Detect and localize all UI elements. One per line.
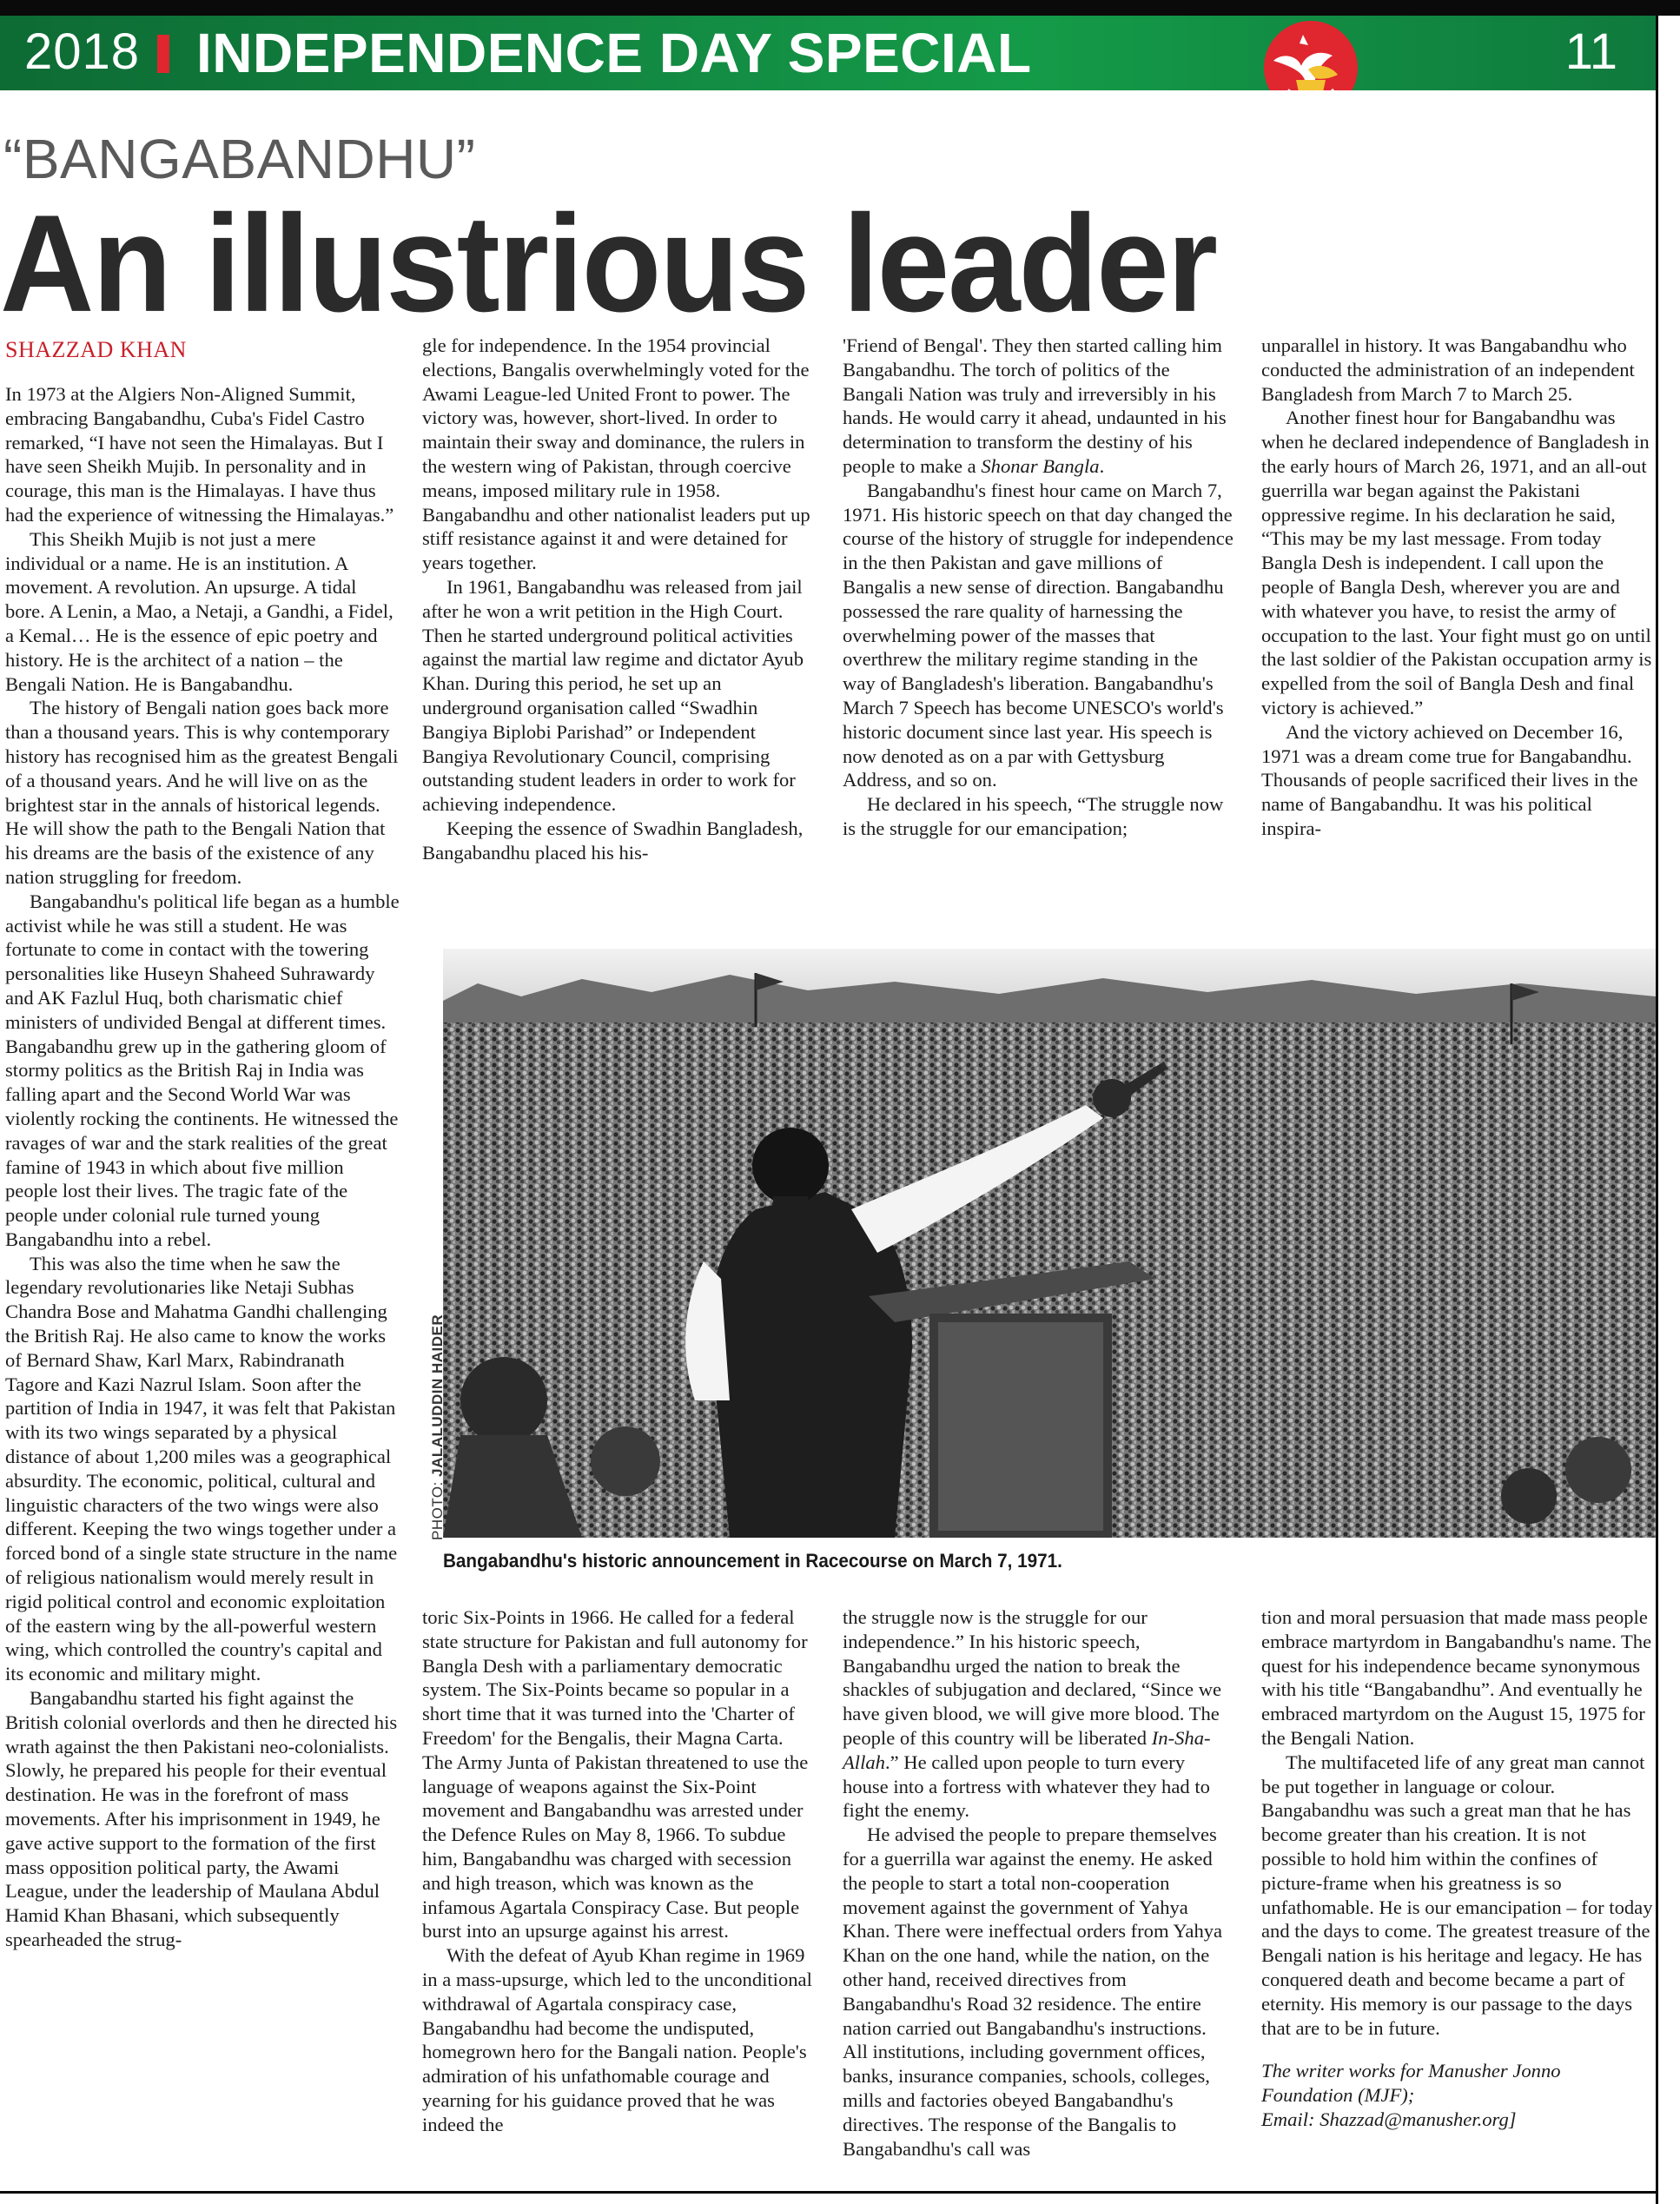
paragraph: the struggle now is the struggle for our independence.” In his historic speech, Bangabandhu urged the nation to break the shackles of subjugation and declared, “Since we have given blood, we will give more blood. The people of this country will be liberated In-Sha-Allah.” He called upon people to turn every house into a fortress with whatever they had to fight the enemy. xyxy=(843,1606,1222,1822)
paragraph: He declared in his speech, “The struggle now is the struggle for our emancipation; xyxy=(843,793,1224,839)
paragraph: He advised the people to prepare themselves for a guerrilla war against the enemy. He asked the people to start a total non-cooperation movement against the government of Yahya Khan. There were ineffectual orders from Yahya Khan on the one hand, while the nation, on the other hand, received directives from Bangabandhu's Road 32 residence. The entire nation carried out Bangabandhu's instructions. All institutions, including government offices, banks, insurance companies, schools, colleges, mills and factories obeyed Bangabandhu's directives. The response of the Bangalis to Bangabandhu's call was xyxy=(843,1823,1223,2160)
italic-term: Shonar Bangla xyxy=(981,454,1100,477)
author-tagline: The writer works for Manusher Jonno Foundation (MJF); Email: Shazzad@manusher.org] xyxy=(1261,2060,1561,2130)
paragraph: In 1961, Bangabandhu was released from jail after he won a writ petition in the High Court. Then he started underground political activities against the martial law regime and dictator Ayub Khan. During this period, he set up an underground organisation called “Swadhin Bangiya Biplobi Parishad” or Independent Bangiya Revolutionary Council, comprising outstanding student leaders in order to work for achieving independence. xyxy=(422,575,804,816)
article-column-3-continued xyxy=(843,1605,1235,2161)
paragraph: In 1973 at the Algiers Non-Aligned Summit, embracing Bangabandhu, Cuba's Fidel Castro remarked, “I have not seen the Himalayas. But I have seen Sheikh Mujib. In personality and in courage, this man is the Himalayas. I have thus had the experience of witnessing the Himalayas.” xyxy=(5,383,394,526)
paragraph: Keeping the essence of Swadhin Bangladesh, Bangabandhu placed his his- xyxy=(422,817,804,864)
paragraph: gle for independence. In the 1954 provincial elections, Bangalis overwhelmingly voted for the Awami League-led United Front to power. The victory was, however, short-lived. In order to maintain their sway and dominance, the rulers in the western wing of Pakistan, through coercive means, imposed military rule in 1958. Bangabandhu and other nationalist leaders put up stiff resistance against it and were detained for years together. xyxy=(422,334,810,574)
article-column-4 xyxy=(1261,334,1654,841)
photo-caption: Bangabandhu's historic announcement in Racecourse on March 7, 1971. xyxy=(443,1550,1062,1572)
paragraph: The history of Bengali nation goes back more than a thousand years. This is why contemporary history has recognised him as the greatest Bengali of a thousand years. And he will live on as the brightest star in the annals of historical legends. He will show the path to the Bengali Nation that his dreams are the basis of the existence of any nation struggling for freedom. xyxy=(5,697,399,888)
independence-day-emblem-icon xyxy=(1247,17,1374,90)
paragraph: 'Friend of Bengal'. They then started calling him Bangabandhu. The torch of politics of the Bangali Nation was truly and irreversibly in his hands. He would carry it ahead, undaunted in his determination to transform the destiny of his people to make a Shonar Bangla. xyxy=(843,334,1227,477)
paragraph: Bangabandhu started his fight against the British colonial overlords and then he directed his wrath against the then Pakistani neo-colonialists. Slowly, he prepared his people for their eventual destination. He was in the forefront of mass movements. After his imprisonment in 1949, he gave active support to the formation of the first mass opposition political party, the Awami League, under the leadership of Maulana Abdul Hamid Khan Bhasani, which subsequently spearheaded the strug- xyxy=(5,1687,398,1950)
paragraph: tion and moral persuasion that made mass people embrace martyrdom in Bangabandhu's name. The quest for his independence became synonymous with his title “Bangabandhu”. And eventually he embraced martyrdom on the August 15, 1975 for the Bengali Nation. xyxy=(1261,1606,1652,1749)
banner-section-title: INDEPENDENCE DAY SPECIAL xyxy=(196,22,1032,84)
article-headline: An illustrious leader xyxy=(0,185,1216,341)
photo-credit: PHOTO: JALALUDDIN HAIDER xyxy=(429,1314,446,1540)
paragraph: With the defeat of Ayub Khan regime in 1969 in a mass-upsurge, which led to the unconditional withdrawal of Agartala conspiracy case, Bangabandhu had become the undisputed, homegrown hero for the Bangali nation. People's admiration of his unfathomable courage and yearning for his guidance proved that he was indeed the xyxy=(422,1944,812,2135)
page-number: 11 xyxy=(1564,23,1617,80)
paragraph: The multifaceted life of any great man cannot be put together in language or colour. Bangabandhu was such a great man that he has become greater than his creation. It is not possible to hold him within the confines of picture-frame when his greatness is so unfathomable. He is our emancipation – for today and the days to come. The greatest treasure of the Bengali nation is his heritage and legacy. He has conquered death and become became a part of eternity. His memory is our passage to the days that are to be in future. xyxy=(1261,1751,1653,2039)
banner-separator xyxy=(157,35,169,73)
paragraph: Another finest hour for Bangabandhu was when he declared independence of Bangladesh in the early hours of March 26, 1971, and an all-out guerrilla war began against the Pakistani oppressive regime. In his declaration he said, “This may be my last message. From today Bangla Desh is independent. I call upon the people of Bangla Desh, wherever you are and with whatever you have, to resist the army of occupation to the last. Your fight must go on until the last soldier of the Pakistan occupation army is expelled from the soil of Bangla Desh and final victory is achieved.” xyxy=(1261,407,1652,718)
article-byline: SHAZZAD KHAN xyxy=(5,337,187,362)
paragraph: And the victory achieved on December 16, 1971 was a dream come true for Bangabandhu. Thousands of people sacrificed their lives in the name of Bangabandhu. It was his political inspira- xyxy=(1261,720,1638,839)
bottom-page-rule xyxy=(0,2191,1656,2194)
article-column-1 xyxy=(5,382,400,1952)
paragraph: Bangabandhu's finest hour came on March 7, 1971. His historic speech on that day changed the course of the history of struggle for independence in the then Pakistan and gave millions of Bangalis a new sense of direction. Bangabandhu possessed the rare quality of harnessing the overwhelming power of the masses that overthrew the military regime standing in the way of Bangladesh's liberation. Bangabandhu's March 7 Speech has become UNESCO's world's historic document since last year. His speech is now denoted as on a par with Gettysburg Address, and so on. xyxy=(843,479,1234,791)
top-black-rule xyxy=(0,0,1680,16)
author-email: Email: Shazzad@manusher.org] xyxy=(1261,2108,1517,2130)
paragraph: This was also the time when he saw the legendary revolutionaries like Netaji Subhas Chandra Bose and Mahatma Gandhi challenging the British Raj. He also came to know the works of Bernard Shaw, Karl Marx, Rabindranath Tagore and Kazi Nazrul Islam. Soon after the partition of India in 1947, it was felt that Pakistan with its two wings separated by a physical distance of about 1,200 miles was a geographical absurdity. The economic, political, cultural and linguistic characters of the two wings were also different. Keeping the two wings together under a forced bond of a single state structure in the name of religious nationalism would merely result in rigid political control and economic exploitation of the eastern wing by the all-powerful western wing, which controlled the country's capital and its economic and military might. xyxy=(5,1252,398,1685)
right-page-rule xyxy=(1656,0,1658,2204)
paragraph: This Sheikh Mujib is not just a mere individual or a name. He is an institution. A movement. A revolution. An upsurge. A tidal bore. A Lenin, a Mao, a Netaji, a Gandhi, a Fidel, a Kemal… He is the essence of epic poetry and history. He is the architect of a nation – the Bengali Nation. He is Bangabandhu. xyxy=(5,527,394,695)
paragraph: toric Six-Points in 1966. He called for a federal state structure for Pakistan and full autonomy for Bangla Desh with a parliamentary democratic system. The Six-Points became so popular in a short time that it was turned into the 'Charter of Freedom' for the Bengalis, their Magna Carta. The Army Junta of Pakistan threatened to use the language of weapons against the Six-Point movement and Bangabandhu was arrested under the Defence Rules on May 8, 1966. To subdue him, Bangabandhu was charged with secession and high treason, which was known as the infamous Agartala Conspiracy Case. But people burst into an upsurge against his arrest. xyxy=(422,1606,809,1943)
article-column-2 xyxy=(422,334,815,865)
article-column-4-continued xyxy=(1261,1605,1654,2132)
italic-term: In-Sha-Allah xyxy=(843,1726,1211,1773)
article-column-3 xyxy=(843,334,1235,841)
section-banner xyxy=(0,16,1656,90)
article-kicker: “BANGABANDHU” xyxy=(3,128,476,190)
paragraph: unparallel in history. It was Bangabandhu who conducted the administration of an independent Bangladesh from March 7 to March 25. xyxy=(1261,334,1635,405)
paragraph: Bangabandhu's political life began as a humble activist while he was still a student. He was fortunate to come in contact with the towering personalities like Huseyn Shaheed Suhrawardy and AK Fazlul Huq, both charismatic chief ministers of undivided Bengal at different times. Bangabandhu grew up in the gathering gloom of stormy politics as the British Raj in India was falling apart and the Second World War was violently rocking the continents. He witnessed the ravages of war and the stark realities of the great famine of 1943 in which about five million people lost their lives. The tragic fate of the people under colonial rule turned young Bangabandhu into a rebel. xyxy=(5,890,400,1250)
rally-photo xyxy=(443,949,1656,1538)
article-column-2-continued xyxy=(422,1605,815,2137)
banner-year: 2018 xyxy=(24,23,141,80)
